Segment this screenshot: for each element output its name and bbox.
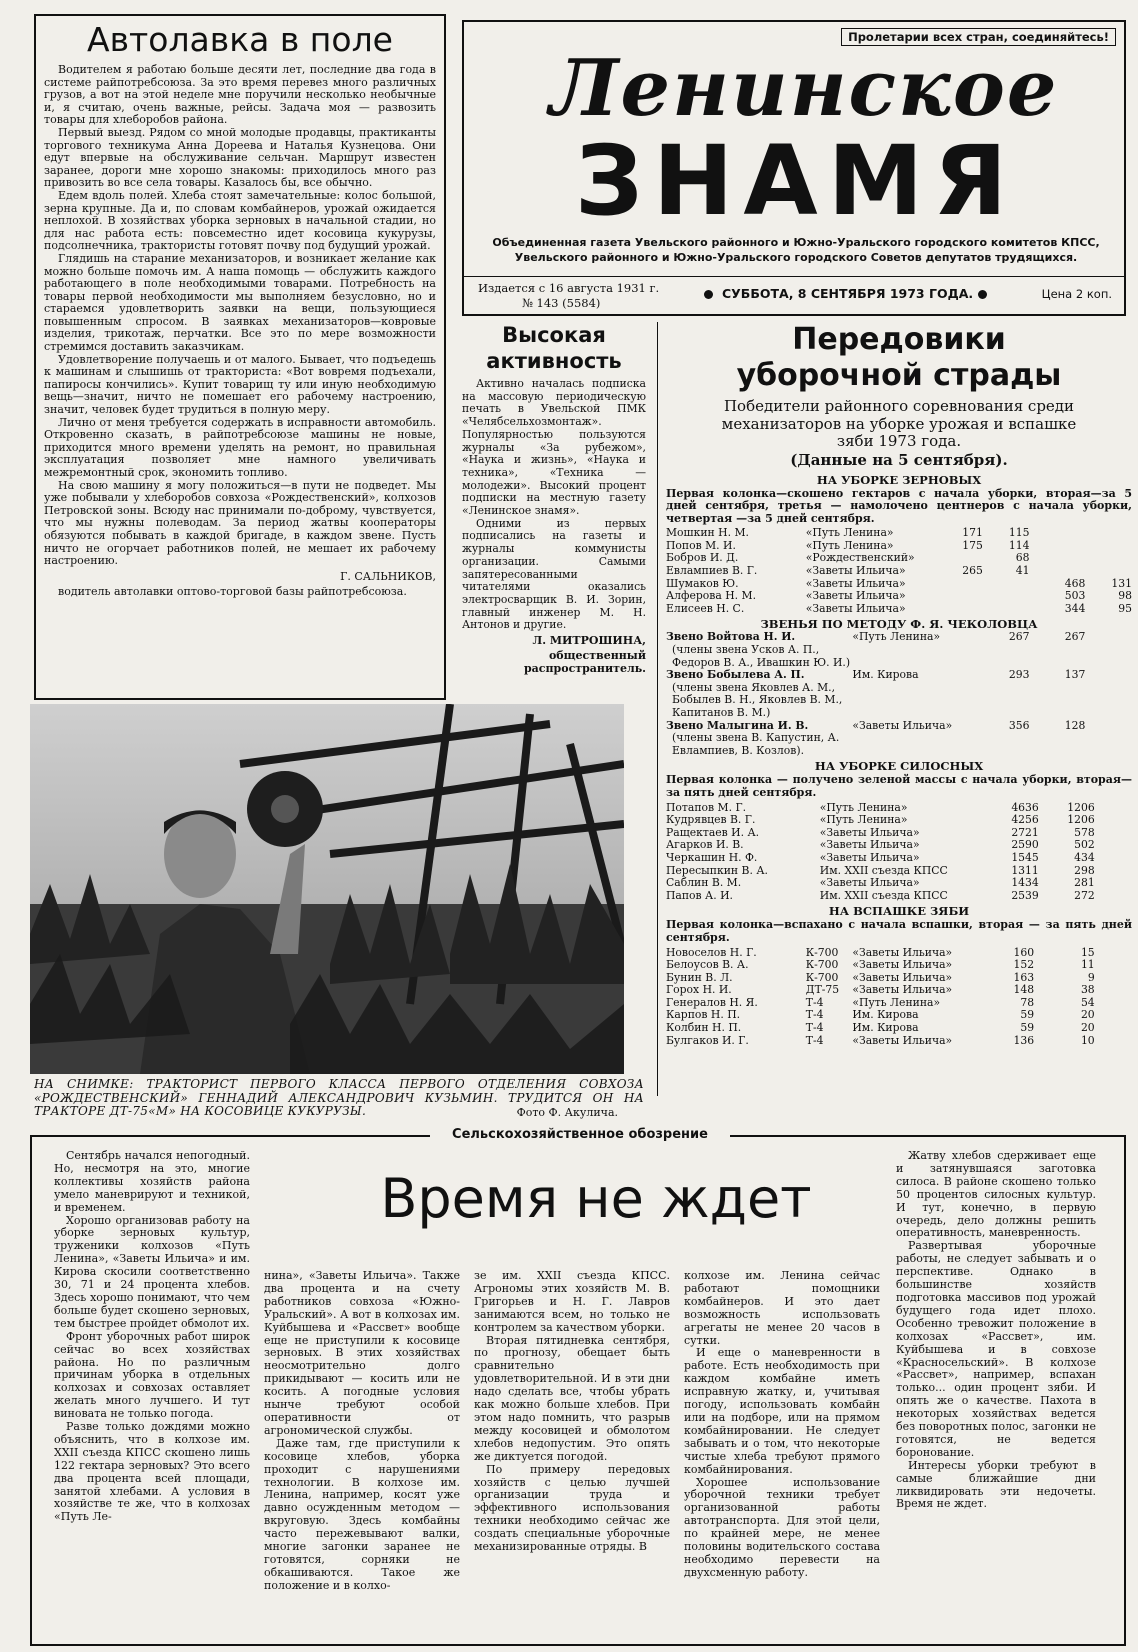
paragraph: Жатву хлебов сдерживает еще и затянувшаяся заготовка силоса. В районе скошено только 50 процентов силосных культур. И тут, конечно, в первую очередь, дело должны решить оперативность, маневренность. <box>896 1150 1096 1240</box>
article-activity <box>458 322 652 690</box>
leaders-subtitle-date: (Данные на 5 сентября). <box>790 450 1008 469</box>
paragraph: Первый выезд. Рядом со мной молодые продавцы, практиканты торгового техникума Анна Дореева и Наталья Кузнецова. Они едут впервые на обслуживание сельчан. Маршрут известен заранее, дороги мне хорошо знакомы: приходилось много раз привозить во все села товары. Казалось бы, все обычно. <box>44 125 436 190</box>
paragraph: Интересы уборки требуют в самые ближайшие дни ликвидировать эти недочеты. Время не ждет. <box>896 1458 1096 1511</box>
value-cell: 2539 <box>1011 888 1039 902</box>
link-name: Звено Войтова Н. И. <box>666 630 796 644</box>
spacer-cell <box>1095 839 1132 852</box>
farm-name: Им. Кирова <box>852 668 919 682</box>
spacer-cell <box>1095 877 1132 890</box>
paragraph: Сентябрь начался непогодный. Но, несмотря на это, многие коллективы хозяйств района умело маневрируют и техникой, и временем. <box>54 1150 250 1214</box>
links-table <box>666 631 1132 757</box>
operator-name: Горох Н. И. <box>666 983 732 997</box>
masthead-title-line2: ЗНАМЯ <box>574 125 1018 237</box>
review-rubric: Сельскохозяйственное обозрение <box>430 1126 730 1144</box>
operator-name: Агарков И. В. <box>666 838 744 852</box>
paragraph: Едем вдоль полей. Хлеба стоят замечательные: колос большой, зерна крупные. Да и, по словам комбайнеров, урожай ожидается неплохой. В хозяйствах уборка зерновых в начальной стадии, но для нас работа есть: повсеместно идет косовица кукурузы, подсолнечника, трактористы готовят почву под будущий урожай. <box>44 188 436 253</box>
value-cell: 503 <box>1064 589 1086 603</box>
value-cell: 267 <box>1064 630 1086 644</box>
grain-heading: НА УБОРКЕ ЗЕРНОВЫХ <box>816 472 982 487</box>
table-row <box>666 603 1132 616</box>
table-row <box>666 959 1132 972</box>
paragraph: Хорошо организовав работу на уборке зерновых культур, труженики колхозов «Путь Ленина», «Заветы Ильича» и им. Кирова скосили соответственно 30, 71 и 24 процента хлебов. Здесь хорошо понимают, что чем больше будет скошено зерновых, тем быстрее пройдет обмолот их. <box>54 1213 250 1330</box>
farm-name: «Заветы Ильича» <box>852 983 953 997</box>
links-table-body <box>666 631 1132 757</box>
review-title: Время не ждет <box>380 1167 812 1230</box>
plow-table-body <box>666 947 1132 1048</box>
photo-caption <box>34 1078 644 1124</box>
paragraph: Даже там, где приступили к косовице хлебов, уборка проходит с нарушениями технологии. В колхозе им. Ленина, например, косят уже давно осужденным методом — вкруговую. Здесь комбайны часто пережевывают валки, многие загонки заранее не готовятся, сорняки не обкашиваются. Такое же положение и в колхо- <box>264 1436 460 1592</box>
value-cell: 1311 <box>1011 863 1039 877</box>
value-cell: 2721 <box>1011 825 1039 839</box>
farm-name: «Заветы Ильича» <box>852 958 953 972</box>
value-cell <box>1029 552 1085 565</box>
grain-table-body <box>666 527 1132 615</box>
table-row <box>666 631 1132 669</box>
table-row <box>666 720 1132 758</box>
farm-name: «Заветы Ильича» <box>805 576 906 590</box>
table-row <box>666 814 1132 827</box>
value-cell: 293 <box>1008 668 1030 682</box>
value-cell: 98 <box>1118 589 1132 603</box>
silage-heading: НА УБОРКЕ СИЛОСНЫХ <box>814 759 984 774</box>
paragraph: Активно началась подписка на массовую периодическую печать в Увельской ПМК «Челябсельхозмонтаж». Популярностью пользуются журналы «За рубежом», «Наука и жизнь», «Наука и техника», «Техника — молодежи». Высокий процент подписки на местную газету «Ленинское знамя». <box>462 377 646 518</box>
value-cell: 20 <box>1080 1021 1095 1035</box>
farm-name: «Заветы Ильича» <box>805 589 906 603</box>
tractor-model: Т-4 <box>805 1033 824 1047</box>
operator-name: Мошкин Н. М. <box>666 526 749 540</box>
paragraph: По примеру передовых хозяйств с целью лучшей организации труда и эффективного использования техники необходимо сейчас же создать специальные уборочные механизированные отряды. В <box>474 1462 670 1554</box>
value-cell: 78 <box>1020 995 1035 1009</box>
table-row <box>666 565 1132 578</box>
article-leaders <box>664 322 1134 1098</box>
review-column-5 <box>896 1150 1096 1640</box>
operator-name: Колбин Н. П. <box>666 1021 742 1035</box>
farm-name: «Заветы Ильича» <box>819 838 920 852</box>
value-cell: 131 <box>1111 576 1132 590</box>
spacer-cell <box>1095 1022 1132 1035</box>
value-cell <box>936 578 983 591</box>
value-cell: 41 <box>1015 564 1030 578</box>
value-cell: 59 <box>1020 1008 1035 1022</box>
farm-name: Им. Кирова <box>852 1021 919 1035</box>
value-cell: 152 <box>1013 958 1035 972</box>
tractor-model: К-700 <box>805 945 839 959</box>
value-cell <box>1085 565 1132 578</box>
links-heading: ЗВЕНЬЯ ПО МЕТОДУ Ф. Я. ЧЕКОЛОВЦА <box>760 617 1038 632</box>
value-cell: 344 <box>1064 601 1086 615</box>
activity-author-role: общественный распространитель. <box>523 649 646 676</box>
value-cell: 281 <box>1074 876 1095 890</box>
operator-name: Шумаков Ю. <box>666 576 739 590</box>
value-cell: 468 <box>1064 576 1086 590</box>
paragraph: Удовлетворение получаешь и от малого. Бывает, что подъедешь к машинам и слышишь от тракториста: «Вот вовремя подъехали, папиросы кончились». Купит товарищ ту или иную необходимую вещь—значит, ничто не помешает его рабочему настроению, значит, человек будет трудиться в полную меру. <box>44 352 436 417</box>
value-cell: 137 <box>1064 668 1086 682</box>
operator-name: Алферова Н. М. <box>666 589 757 603</box>
photo-tractorist <box>30 704 624 1074</box>
activity-title-line1: Высокая <box>502 323 606 347</box>
value-cell: 59 <box>1020 1021 1035 1035</box>
operator-name: Попов М. И. <box>666 538 736 552</box>
value-cell: 38 <box>1080 983 1095 997</box>
activity-author: Л. МИТРОШИНА, <box>532 634 646 648</box>
paragraph: И еще о маневренности в работе. Есть необходимость при каждом комбайне иметь исправную жатку, и, учитывая погоду, использовать комбайн или на подборе, или на прямом комбайнировании. Не следует забывать и о том, что некоторые чистые хлеба требуют прямого комбайнирования. <box>684 1346 880 1476</box>
value-cell: 114 <box>1008 538 1030 552</box>
paragraph: зе им. XXII съезда КПСС. Агрономы этих хозяйств М. В. Григорьев и Н. Г. Лавров занимаются всем, но только не контролем за качеством уборки. <box>474 1270 670 1334</box>
operator-name: Булгаков И. Г. <box>666 1033 749 1047</box>
tractor-model: К-700 <box>805 970 839 984</box>
tractor-model: Т-4 <box>805 995 824 1009</box>
tractor-model: Т-4 <box>805 1021 824 1035</box>
farm-name: «Заветы Ильича» <box>805 601 906 615</box>
silage-note: Первая колонка — получено зеленой массы с начала уборки, вторая—за пять дней сентября. <box>666 773 1132 799</box>
paragraph: Хорошее использование уборочной техники требует организованной работы автотранспорта. Для этой цели, по крайней мере, не менее половины водительского состава необходимо перевести на двухсменную работу. <box>684 1475 880 1579</box>
value-cell: 175 <box>962 538 983 552</box>
value-cell: 1206 <box>1067 813 1095 827</box>
value-cell: 298 <box>1074 863 1095 877</box>
table-row <box>666 1035 1132 1048</box>
link-name: Звено Малыгина И. В. <box>666 718 809 732</box>
value-cell <box>936 590 983 603</box>
masthead-date: СУББОТА, 8 СЕНТЯБРЯ 1973 ГОДА. <box>722 286 974 301</box>
farm-name: «Путь Ленина» <box>819 800 908 814</box>
paragraph: колхозе им. Ленина сейчас работают помощники комбайнеров. И это дает возможность использовать агрегаты не менее 20 часов в сутки. <box>684 1270 880 1347</box>
value-cell: 4256 <box>1011 813 1039 827</box>
value-cell <box>936 603 983 616</box>
value-cell: 115 <box>1008 526 1030 540</box>
farm-name: «Заветы Ильича» <box>852 945 953 959</box>
value-cell: 356 <box>1008 718 1030 732</box>
avtolavka-title: Автолавка в поле <box>87 20 393 59</box>
spacer-cell <box>1095 959 1132 972</box>
spacer-cell <box>1095 865 1132 878</box>
masthead-slogan: Пролетарии всех стран, соединяйтесь! <box>841 28 1116 46</box>
operator-name: Бобров И. Д. <box>666 551 739 565</box>
operator-name: Черкашин Н. Ф. <box>666 850 758 864</box>
spacer-cell <box>1095 814 1132 827</box>
farm-name: «Рождественский» <box>805 551 915 565</box>
masthead <box>462 20 1126 316</box>
value-cell: 136 <box>1013 1033 1035 1047</box>
masthead-subtitle-line1: Объединенная газета Увельского районного и Южно-Уральского городского комитетов КПСС, <box>492 236 1100 249</box>
spacer-cell <box>1095 1035 1132 1048</box>
paragraph: На свою машину я могу положиться—в пути не подведет. Мы уже побывали у хлеборобов совхоза «Рождественский», колхозов Петровской зоны. Всюду нас принимали по-доброму, чувствуется, что мы нужны полеводам. За период жатвы кооператоры обязуются побывать в каждой бригаде, в каждом звене. Пусть ничто не огорчает работников полей, не мешает их рабочему настроению. <box>44 478 436 568</box>
value-cell <box>1029 540 1085 553</box>
table-row <box>666 669 1132 719</box>
operator-name: Пересыпкин В. А. <box>666 863 768 877</box>
operator-name: Саблин В. М. <box>666 876 742 890</box>
table-row <box>666 984 1132 997</box>
value-cell <box>1085 527 1132 540</box>
spacer-cell <box>1095 1009 1132 1022</box>
leaders-subtitle: Победители районного соревнования среди механизаторов на уборке урожая и вспашке зяби 1973 года. <box>721 397 1077 450</box>
farm-name: «Заветы Ильича» <box>819 876 920 890</box>
paragraph: Лично от меня требуется содержать в исправности автомобиль. Откровенно сказать, в райпотребсоюзе машины не новые, приходится много времени уделять на ремонт, но правильная эксплуатация позволяет мне намного увеличивать межремонтный срок, экономить топливо. <box>44 415 436 479</box>
paragraph: Развертывая уборочные работы, не следует забывать и о перспективе. Однако в большинстве хозяйств подготовка массивов под урожай будущего года идет плохо. Особенно тревожит положение в колхозах «Рассвет», им. Куйбышева и в совхозе «Красносельский». В колхозе «Рассвет», например, вспахан только... один процент зяби. И опять же о качестве. Пахота в некоторых хозяйствах ведется без поворотных полос, загонки не готовятся, не ведется боронование. <box>896 1239 1096 1459</box>
spacer-cell <box>1085 631 1132 669</box>
grain-note: Первая колонка—скошено гектаров с начала уборки, вторая—за 5 дней сентября, третья — намолочено центнеров с начала уборки, четвертая —за 5 дней сентября. <box>666 486 1132 525</box>
value-cell: 2590 <box>1011 838 1039 852</box>
masthead-issue: № 143 (5584) <box>522 296 601 310</box>
value-cell: 502 <box>1074 838 1095 852</box>
tractor-model: ДТ-75 <box>805 983 840 997</box>
avtolavka-author-role: водитель автолавки оптово-торговой базы райпотребсоюза. <box>58 584 407 598</box>
value-cell: 15 <box>1080 945 1095 959</box>
avtolavka-body <box>44 64 436 568</box>
silage-table-body <box>666 802 1132 903</box>
value-cell: 267 <box>1008 630 1030 644</box>
tractor-model: Т-4 <box>805 1008 824 1022</box>
value-cell <box>1029 527 1085 540</box>
link-name: Звено Бобылева А. П. <box>666 668 805 682</box>
link-members: (члены звена В. Капустин, А. Евлампиев, В. Козлов). <box>672 731 840 757</box>
tractor-model: К-700 <box>805 958 839 972</box>
paragraph: Глядишь на старание механизаторов, и возникает желание как можно больше помочь им. А наша помощь — обслужить каждого работающего в поле необходимыми товарами. Потребность на товары первой необходимости мы выполняем безусловно, но и стараемся удовлетворить заявки на вещи, пользующиеся повышенным спросом. В заявках механизаторов—ковровые изделия, трикотаж, перчатки. Все это по мере возможности стремимся доставить заказчикам. <box>44 251 436 354</box>
plow-note: Первая колонка—вспахано с начала вспашки, вторая — за пять дней сентября. <box>666 918 1132 944</box>
article-review <box>30 1136 1126 1646</box>
value-cell: 20 <box>1080 1008 1095 1022</box>
link-cell <box>666 669 852 719</box>
farm-name: «Заветы Ильича» <box>819 825 920 839</box>
table-row <box>666 527 1132 540</box>
farm-name: Им. Кирова <box>852 1008 919 1022</box>
operator-name: Потапов М. Г. <box>666 800 747 814</box>
operator-name: Бунин В. Л. <box>666 970 733 984</box>
value-cell: 265 <box>962 564 983 578</box>
link-cell <box>666 720 852 758</box>
value-cell <box>983 578 1030 591</box>
paragraph: Разве только дождями можно объяснить, что в колхозе им. XXII съезда КПСС скошено лишь 122 гектара зерновых? Это всего два процента всей площади, занятой хлебами. А условия в хозяйстве те же, что в колхозах «Путь Ле- <box>54 1420 250 1524</box>
masthead-bullet-icon <box>978 290 987 299</box>
farm-name: Им. XXII съезда КПСС <box>819 863 948 877</box>
table-row <box>666 852 1132 865</box>
value-cell: 68 <box>1015 551 1030 565</box>
leaders-title-line1: Передовики <box>792 322 1006 357</box>
value-cell: 128 <box>1064 718 1086 732</box>
farm-name: «Заветы Ильича» <box>819 850 920 864</box>
value-cell: 163 <box>1013 970 1035 984</box>
farm-name: Им. XXII съезда КПСС <box>819 888 948 902</box>
masthead-title-line1: Ленинское <box>549 43 1059 134</box>
spacer-cell <box>1095 984 1132 997</box>
paragraph: Одними из первых подписались на газеты и журналы коммунисты организации. Самыми запятересованными читателями оказались электросварщик В. И. Зорин, главный инженер М. Н. Антонов и другие. <box>462 516 646 632</box>
spacer-cell <box>1085 720 1132 758</box>
value-cell <box>1085 540 1132 553</box>
value-cell: 95 <box>1118 601 1132 615</box>
plow-heading: НА ВСПАШКЕ ЗЯБИ <box>828 904 970 919</box>
value-cell: 11 <box>1080 958 1095 972</box>
spacer-cell <box>1085 669 1132 719</box>
value-cell <box>1029 565 1085 578</box>
masthead-divider <box>464 276 1124 277</box>
operator-name: Папов А. И. <box>666 888 733 902</box>
farm-name: «Путь Ленина» <box>819 813 908 827</box>
article-avtolavka <box>34 14 446 700</box>
value-cell: 171 <box>962 526 983 540</box>
paragraph: нина», «Заветы Ильича». Также два процента и на счету работников совхоза «Южно-Уральский». А вот в колхозах им. Куйбышева и «Рассвет» вообще еще не приступили к косовице зерновых. В этих хозяйствах неосмотрительно долго прикидывают — косить или не косить. А погодные условия нынче требуют особой оперативности от агрономической службы. <box>264 1270 460 1437</box>
masthead-founded: Издается с 16 августа 1931 г. <box>478 281 660 295</box>
link-members: (члены звена Яковлев А. М., Бобылев В. Н., Яковлев В. М., Капитанов В. М.) <box>672 680 843 719</box>
value-cell: 9 <box>1087 970 1095 984</box>
operator-name: Новоселов Н. Г. <box>666 945 757 959</box>
link-members: (члены звена Усков А. П., Федоров В. А., Ивашкин Ю. И.) <box>672 643 851 669</box>
photo-image <box>30 704 624 1074</box>
value-cell: 1206 <box>1067 800 1095 814</box>
value-cell: 160 <box>1013 945 1035 959</box>
masthead-price: Цена 2 коп. <box>1041 287 1112 301</box>
value-cell: 1434 <box>1011 876 1039 890</box>
value-cell: 272 <box>1074 888 1095 902</box>
farm-name: «Путь Ленина» <box>805 526 894 540</box>
value-cell: 4636 <box>1011 800 1039 814</box>
operator-name: Елисеев Н. С. <box>666 601 745 615</box>
leaders-title-line2: уборочной страды <box>736 358 1062 393</box>
grain-table <box>666 527 1132 615</box>
avtolavka-author: Г. САЛЬНИКОВ, <box>340 569 436 583</box>
value-cell: 10 <box>1080 1033 1095 1047</box>
spacer-cell <box>1095 890 1132 903</box>
spacer-cell <box>1095 852 1132 865</box>
value-cell: 1545 <box>1011 850 1039 864</box>
photo-caption-text: НА СНИМКЕ: ТРАКТОРИСТ ПЕРВОГО КЛАССА ПЕРВОГО ОТДЕЛЕНИЯ СОВХОЗА «РОЖДЕСТВЕНСКИЙ» ГЕННАДИЙ АЛЕКСАНДРОВИЧ КУЗЬМИН. ТРУДИТСЯ ОН НА ТРАКТОРЕ ДТ-75«М» НА КОСОВИЦЕ КУКУРУЗЫ. <box>34 1078 644 1119</box>
value-cell: 54 <box>1080 995 1095 1009</box>
value-cell <box>983 590 1030 603</box>
table-row <box>666 890 1132 903</box>
operator-name: Евлампиев В. Г. <box>666 564 758 578</box>
photo-credit: Фото Ф. Акулича. <box>516 1106 618 1119</box>
farm-name: «Путь Ленина» <box>805 538 894 552</box>
link-cell <box>666 631 852 669</box>
operator-name: Кудрявцев В. Г. <box>666 813 756 827</box>
value-cell <box>983 603 1030 616</box>
masthead-subtitle-line2: Увельского районного и Южно-Уральского городского Советов депутатов трудящихся. <box>514 251 1078 264</box>
paragraph: Водителем я работаю больше десяти лет, последние два года в системе райпотребсоюза. За это время перевез много различных грузов, а вот на этой неделе мне поручили несколько необычные и, я считаю, очень важные, рейсы. Задача моя — развозить товары для хлеборобов района. <box>44 63 436 127</box>
spacer-cell <box>1095 827 1132 840</box>
value-cell <box>1085 552 1132 565</box>
review-column-1 <box>54 1150 250 1640</box>
spacer-cell <box>1095 802 1132 815</box>
review-column-3 <box>474 1270 670 1640</box>
paragraph: Фронт уборочных работ широк сейчас во всех хозяйствах района. Но по различным причинам уборка в отдельных колхозах и совхозах оставляет желать много лучшего. И тут виновата не только погода. <box>54 1329 250 1421</box>
spacer-cell <box>1095 997 1132 1010</box>
farm-name: «Путь Ленина» <box>852 995 941 1009</box>
column-rule <box>657 322 658 1096</box>
farm-name: «Путь Ленина» <box>852 630 941 644</box>
review-column-2 <box>264 1270 460 1640</box>
spacer-cell <box>1095 947 1132 960</box>
review-column-4 <box>684 1270 880 1640</box>
operator-name: Ращектаев И. А. <box>666 825 760 839</box>
table-row <box>666 590 1132 603</box>
spacer-cell <box>1095 972 1132 985</box>
table-row <box>666 877 1132 890</box>
farm-name: «Заветы Ильича» <box>852 1033 953 1047</box>
farm-name: «Заветы Ильича» <box>852 718 953 732</box>
operator-name: Генералов Н. Я. <box>666 995 758 1009</box>
value-cell: 434 <box>1074 850 1095 864</box>
farm-name: «Заветы Ильича» <box>852 970 953 984</box>
silage-table <box>666 802 1132 903</box>
value-cell: 148 <box>1013 983 1035 997</box>
value-cell: 578 <box>1074 825 1095 839</box>
activity-title-line2: активность <box>486 349 622 373</box>
table-row <box>666 1022 1132 1035</box>
plow-table <box>666 947 1132 1048</box>
paragraph: Вторая пятидневка сентября, по прогнозу, обещает быть сравнительно удовлетворительной. И в эти дни надо сделать все, чтобы убрать как можно больше хлебов. При этом надо помнить, что разрыв между косовицей и обмолотом хлебов недопустим. Это опять же диктуется погодой. <box>474 1333 670 1463</box>
masthead-bullet-icon <box>704 290 713 299</box>
operator-name: Карпов Н. П. <box>666 1008 741 1022</box>
operator-name: Белоусов В. А. <box>666 958 749 972</box>
farm-name: «Заветы Ильича» <box>805 564 906 578</box>
